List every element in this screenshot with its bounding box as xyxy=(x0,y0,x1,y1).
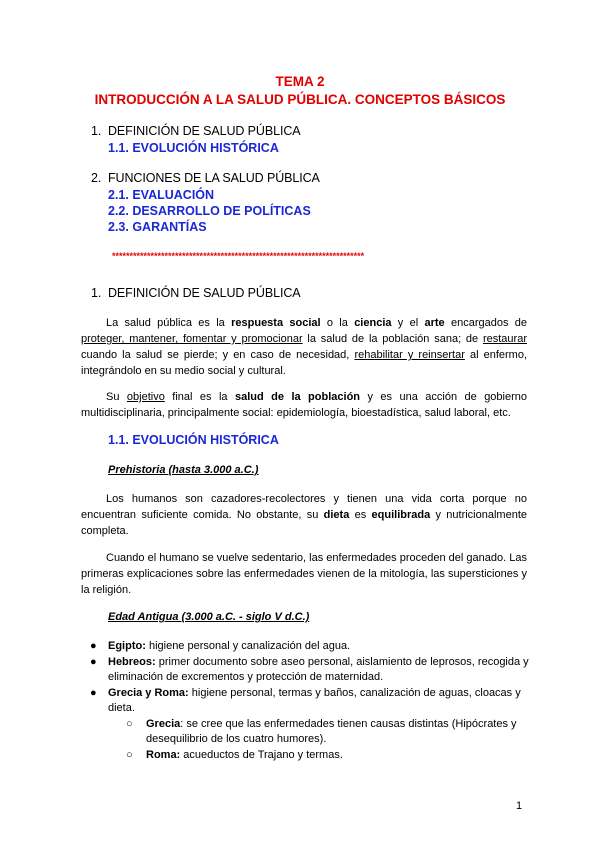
sub-list-item: ○ Grecia: se cree que las enfermedades tienen causas distintas (Hipócrates y desequilibrio de los cuatro humores). xyxy=(126,717,517,745)
section-1-paragraph-2: Su objetivo final es la salud de la población y es una acción de gobierno multidisciplinaria, principalmente social: epidemiología, bioestadística, salud laboral, etc. xyxy=(81,391,528,419)
toc-item-2-label: FUNCIONES DE LA SALUD PÚBLICA xyxy=(108,171,320,185)
underline-rehabilitar: rehabilitar y reinsertar xyxy=(354,349,465,361)
prehistoria-paragraph-1: Los humanos son cazadores-recolectores y tienen una vida corta porque no encuentran suficiente comida. No obstante, su dieta es equilibrada y nutricionalmente completa. xyxy=(81,493,527,537)
section-1-paragraph-1: La salud pública es la respuesta social o la ciencia y el arte encargados de proteger, mantener, fomentar y promocionar la salud de la población sana; de restaurar cuando la salud se pierde; y en caso de necesidad, rehabilitar y reinsertar al enfermo, integrándolo en su medio social y cultural. xyxy=(81,317,528,377)
sub-list-item: ○ Roma: acueductos de Trajano y termas. xyxy=(126,748,530,764)
bullet-dot-icon: ● xyxy=(90,686,97,699)
bold-arte: arte xyxy=(424,317,445,329)
bold-dieta: dieta xyxy=(323,509,350,521)
prehistoria-heading: Prehistoria (hasta 3.000 a.C.) xyxy=(108,464,259,476)
toc-item-1-label: DEFINICIÓN DE SALUD PÚBLICA xyxy=(108,124,301,138)
toc-item-1 xyxy=(91,124,300,138)
bullet-dot-icon: ● xyxy=(90,655,97,668)
bullet-ring-icon: ○ xyxy=(126,717,133,730)
section-1-heading xyxy=(91,286,300,300)
edad-antigua-list xyxy=(90,639,530,763)
bullet-ring-icon: ○ xyxy=(126,748,133,761)
section-1-1-heading: 1.1. EVOLUCIÓN HISTÓRICA xyxy=(108,433,279,447)
list-item: ● Egipto: higiene personal y canalización del agua. xyxy=(90,639,530,655)
bullet-dot-icon: ● xyxy=(90,640,97,652)
toc-item-1-1: 1.1. EVOLUCIÓN HISTÓRICA xyxy=(108,141,279,155)
doc-title-main: INTRODUCCIÓN A LA SALUD PÚBLICA. CONCEPTOS BÁSICOS xyxy=(94,92,506,107)
toc-item-2-number: 2. xyxy=(91,171,102,185)
list-item: ● Hebreos: primer documento sobre aseo personal, aislamiento de leprosos, recogida y eliminación de excrementos y protección de maternidad. xyxy=(90,655,529,683)
bold-respuesta-social: respuesta social xyxy=(231,317,321,329)
divider-stars: ************************************************************************ xyxy=(112,251,365,261)
page-number: 1 xyxy=(516,800,523,812)
underline-restaurar: restaurar xyxy=(482,333,527,345)
underline-proteger: proteger, mantener, fomentar y promocionar xyxy=(81,333,303,345)
edad-antigua-heading: Edad Antigua (3.000 a.C. - siglo V d.C.) xyxy=(108,611,310,623)
section-1-title: DEFINICIÓN DE SALUD PÚBLICA xyxy=(108,286,301,300)
doc-title-topic: TEMA 2 xyxy=(275,74,325,89)
prehistoria-paragraph-2: Cuando el humano se vuelve sedentario, las enfermedades proceden del ganado. Las primeras explicaciones sobre las enfermedades vienen de la mitología, las supersticiones y la religión. xyxy=(81,552,527,596)
underline-objetivo: objetivo xyxy=(126,391,165,403)
bold-equilibrada: equilibrada xyxy=(371,509,431,521)
bold-salud-poblacion: salud de la población xyxy=(234,391,361,403)
bold-ciencia: ciencia xyxy=(354,317,392,329)
toc-item-2 xyxy=(91,171,320,185)
toc-item-2-3: 2.3. GARANTÍAS xyxy=(108,220,207,234)
toc-item-2-2: 2.2. DESARROLLO DE POLÍTICAS xyxy=(108,204,311,218)
section-1-number: 1. xyxy=(91,286,102,300)
list-item: ● Grecia y Roma: higiene personal, termas y baños, canalización de aguas, cloacas y dieta. xyxy=(90,686,521,714)
toc-item-1-number: 1. xyxy=(91,124,102,138)
toc-item-2-1: 2.1. EVALUACIÓN xyxy=(108,188,215,202)
